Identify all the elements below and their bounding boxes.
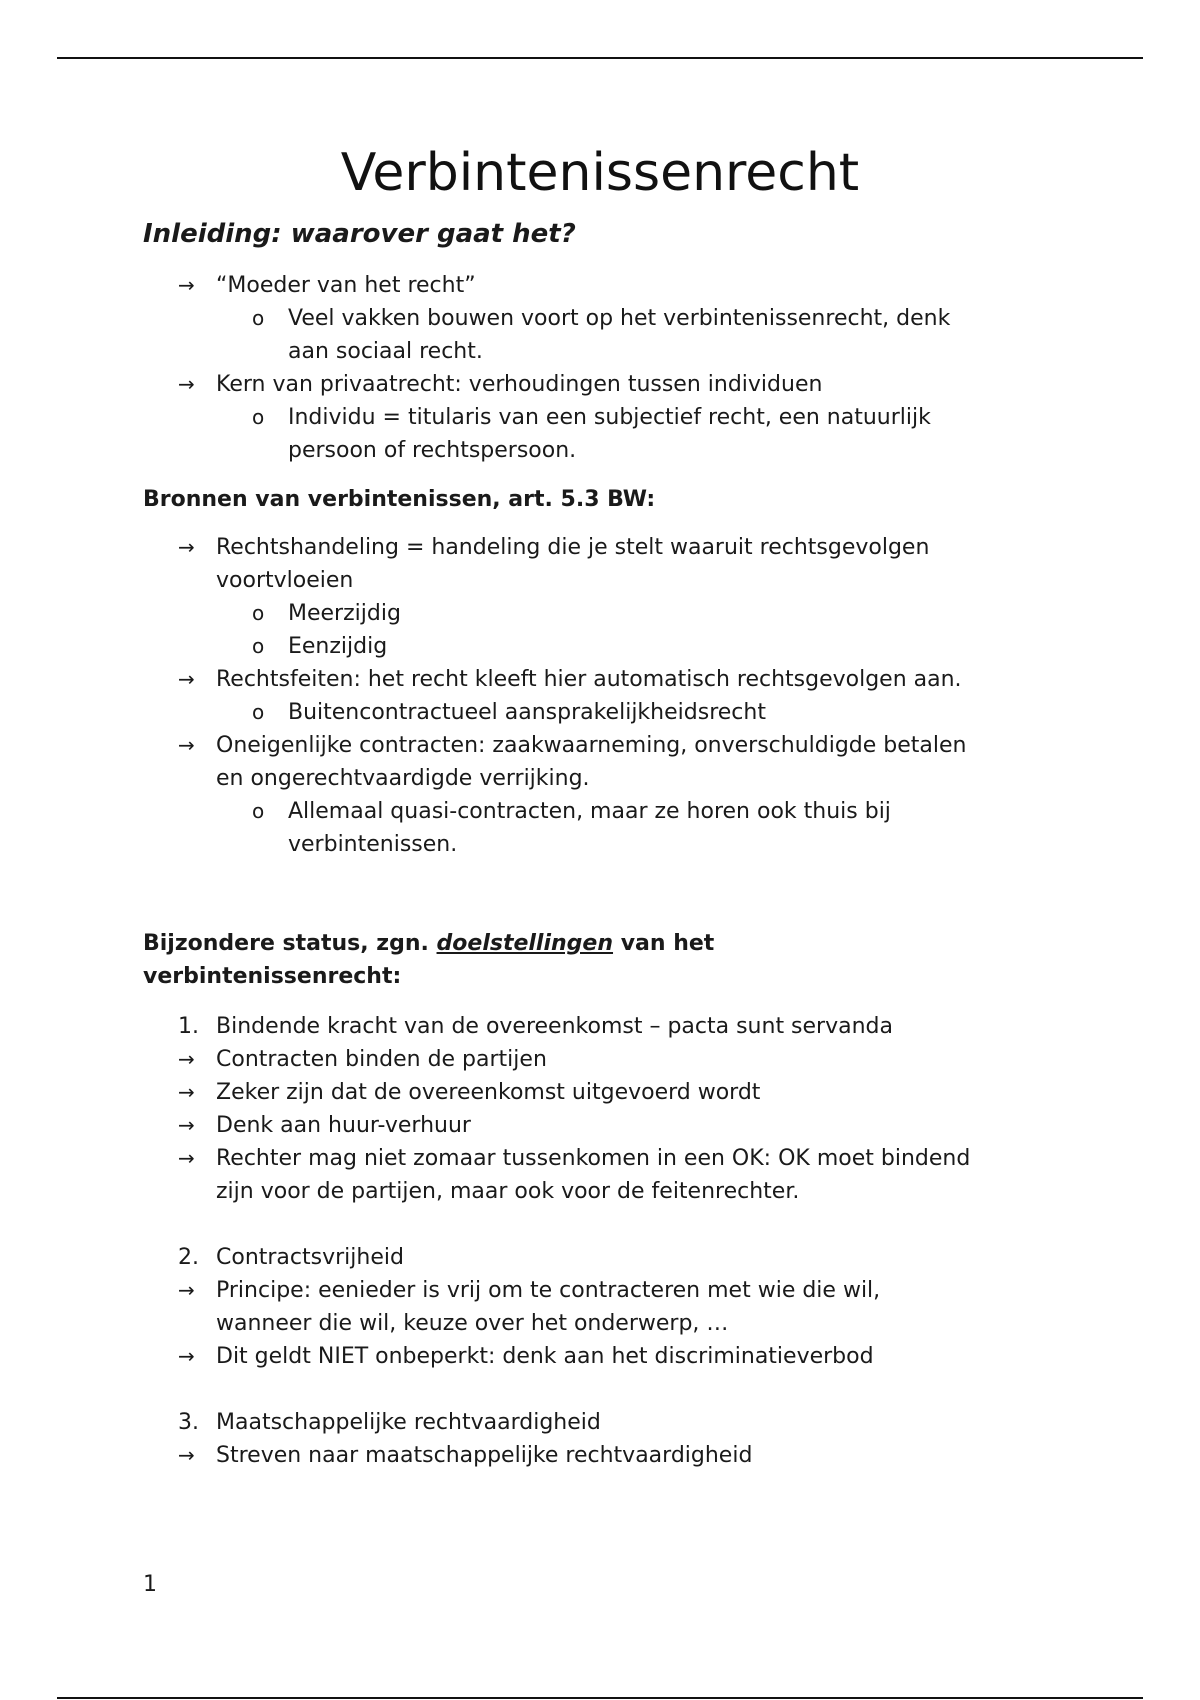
arrow-icon: → — [178, 1146, 195, 1170]
list-item: → Streven naar maatschappelijke rechtvaardigheid — [178, 1439, 1058, 1472]
heading-status: Bijzondere status, zgn. doelstellingen van het verbintenissenrecht: — [143, 931, 715, 989]
item-number: 1. — [178, 1014, 199, 1039]
arrow-icon: → — [178, 535, 195, 559]
arrow-icon: → — [178, 1113, 195, 1137]
bronnen-list — [178, 531, 1058, 861]
sub-list-item: o Allemaal quasi-contracten, maar ze horen ook thuis bij — [178, 795, 1058, 828]
heading-bronnen: Bronnen van verbintenissen, art. 5.3 BW: — [143, 487, 656, 512]
arrow-icon: → — [178, 667, 195, 691]
document-title: Verbintenissenrecht — [340, 143, 860, 203]
list-item: → Zeker zijn dat de overeenkomst uitgevoerd wordt — [178, 1076, 1058, 1109]
page-number: 1 — [143, 1572, 157, 1597]
bullet-icon: o — [252, 799, 265, 823]
bullet-icon: o — [252, 405, 265, 429]
list-item: → Rechtsfeiten: het recht kleeft hier automatisch rechtsgevolgen aan. — [178, 663, 1058, 696]
list-item: → “Moeder van het recht” — [178, 269, 1058, 302]
sub-list-item-cont: persoon of rechtspersoon. — [288, 438, 577, 463]
sub-list-item-cont: verbintenissen. — [288, 832, 458, 857]
item-number: 3. — [178, 1410, 199, 1435]
sub-list-item: o Buitencontractueel aansprakelijkheidsrecht — [178, 696, 1058, 729]
sub-list-item: o Eenzijdig — [178, 630, 1058, 663]
intro-list — [178, 269, 1058, 467]
list-item: → Kern van privaatrecht: verhoudingen tussen individuen — [178, 368, 1058, 401]
bullet-icon: o — [252, 306, 265, 330]
arrow-icon: → — [178, 372, 195, 396]
header-rule — [57, 57, 1143, 59]
numbered-item: 1. Bindende kracht van de overeenkomst – pacta sunt servanda — [178, 1010, 1058, 1043]
list-item-cont: wanneer die wil, keuze over het onderwerp, … — [216, 1311, 729, 1336]
sub-list-item: o Veel vakken bouwen voort op het verbintenissenrecht, denk — [178, 302, 1058, 335]
sub-list-item-cont: aan sociaal recht. — [288, 339, 483, 364]
list-item: → Dit geldt NIET onbeperkt: denk aan het discriminatieverbod — [178, 1340, 1058, 1373]
bullet-icon: o — [252, 601, 265, 625]
bullet-icon: o — [252, 634, 265, 658]
list-item: → Denk aan huur-verhuur — [178, 1109, 1058, 1142]
bullet-icon: o — [252, 700, 265, 724]
arrow-icon: → — [178, 1278, 195, 1302]
arrow-icon: → — [178, 1443, 195, 1467]
heading-emphasis: doelstellingen — [436, 931, 614, 956]
item-number: 2. — [178, 1245, 199, 1270]
list-item: → Oneigenlijke contracten: zaakwaarneming, onverschuldigde betalen — [178, 729, 1058, 762]
arrow-icon: → — [178, 273, 195, 297]
numbered-item: 2. Contractsvrijheid — [178, 1241, 1058, 1274]
arrow-icon: → — [178, 1047, 195, 1071]
list-item-cont: voortvloeien — [216, 568, 354, 593]
arrow-icon: → — [178, 1080, 195, 1104]
sub-list-item: o Meerzijdig — [178, 597, 1058, 630]
list-item: → Principe: eenieder is vrij om te contracteren met wie die wil, — [178, 1274, 1058, 1307]
list-item-cont: zijn voor de partijen, maar ook voor de feitenrechter. — [216, 1179, 800, 1204]
sub-list-item: o Individu = titularis van een subjectief recht, een natuurlijk — [178, 401, 1058, 434]
footer-rule — [57, 1697, 1143, 1699]
spacer — [178, 1373, 1058, 1406]
list-item: → Rechtshandeling = handeling die je stelt waaruit rechtsgevolgen — [178, 531, 1058, 564]
list-item-cont: en ongerechtvaardigde verrijking. — [216, 766, 590, 791]
numbered-item: 3. Maatschappelijke rechtvaardigheid — [178, 1406, 1058, 1439]
status-list — [178, 1010, 1058, 1472]
spacer — [178, 1208, 1058, 1241]
list-item: → Rechter mag niet zomaar tussenkomen in een OK: OK moet bindend — [178, 1142, 1058, 1175]
heading-inleiding: Inleiding: waarover gaat het? — [143, 219, 576, 249]
arrow-icon: → — [178, 1344, 195, 1368]
arrow-icon: → — [178, 733, 195, 757]
list-item: → Contracten binden de partijen — [178, 1043, 1058, 1076]
